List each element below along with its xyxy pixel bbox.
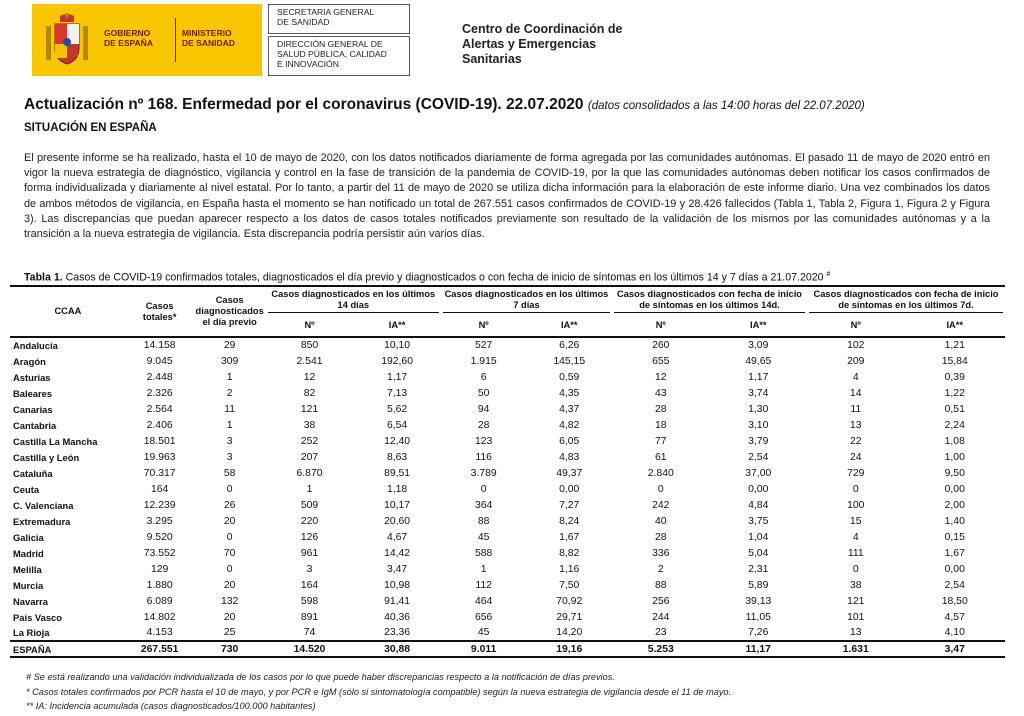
table-cell: 1,67 xyxy=(944,547,965,559)
direccion-line-2: SALUD PÚBLICA, CALIDAD xyxy=(277,49,387,59)
table-cell: 2 xyxy=(226,387,233,399)
table-cell: 0 xyxy=(852,483,859,495)
table-cell: 9.520 xyxy=(146,531,173,543)
table-cell: 23 xyxy=(654,627,667,638)
ccaa-name: Madrid xyxy=(13,547,44,559)
report-title-main: Actualización nº 168. Enfermedad por el coronavirus (COVID-19). 22.07.2020 xyxy=(24,96,584,113)
table-cell: 4 xyxy=(852,531,859,543)
ccaa-name: Galicia xyxy=(13,531,44,543)
table-cell: 2,00 xyxy=(944,499,965,511)
table-cell: 123 xyxy=(474,435,493,447)
table-cell: 5,62 xyxy=(386,403,408,415)
table-cell: 91,41 xyxy=(384,595,411,607)
table-cell: 12,40 xyxy=(384,435,411,447)
table-cell: 729 xyxy=(847,467,865,479)
table-cell: 8,63 xyxy=(386,451,408,463)
table-cell: 0,00 xyxy=(944,483,965,495)
table-cell: 38 xyxy=(303,419,316,431)
header-group-7d xyxy=(441,286,612,315)
ccaa-name: Murcia xyxy=(13,579,44,591)
ccaa-name: Extremadura xyxy=(13,515,71,527)
table-cell: 2.564 xyxy=(146,403,173,415)
header-ccaa: CCAA xyxy=(54,306,82,316)
total-cell: 3,47 xyxy=(944,643,965,655)
table-cell: 11 xyxy=(850,403,862,415)
table-cell: 192,60 xyxy=(381,355,413,367)
table-cell: 4.153 xyxy=(146,627,173,638)
table-cell: 14,20 xyxy=(556,627,583,638)
table-cell: 252 xyxy=(300,435,319,447)
table-cell: 0,15 xyxy=(944,531,965,543)
table-cell: 4,84 xyxy=(748,499,769,511)
table-cell: 0,39 xyxy=(944,371,965,383)
table-cell: 2,24 xyxy=(944,419,965,431)
table-cell: 1,67 xyxy=(559,531,580,543)
total-cell: 19,16 xyxy=(556,643,583,655)
header-group-14d-label: Casos diagnosticados en los últimos 14 días xyxy=(268,289,439,313)
centro-line-3: Sanitarias xyxy=(462,52,522,66)
total-cell: 730 xyxy=(220,643,239,655)
table-cell: 1 xyxy=(480,563,487,575)
table-cell: 656 xyxy=(474,611,493,623)
section-heading: SITUACIÓN EN ESPAÑA xyxy=(24,122,157,134)
table-cell: 164 xyxy=(300,579,319,591)
secretaria-box xyxy=(268,4,410,34)
table-cell: 1,21 xyxy=(944,340,965,351)
table-cell: 15,84 xyxy=(941,355,968,367)
header-n: Nº xyxy=(478,320,489,330)
table-caption-text: Casos de COVID-19 confirmados totales, diagnosticados el día previo y diagnosticados o con fecha de inicio de síntomas en los últimos 14 y 7 días a 21.07.2020 xyxy=(62,271,824,284)
table-cell: 19.963 xyxy=(143,451,176,463)
table-cell: 61 xyxy=(654,451,667,463)
table-row xyxy=(10,497,1005,513)
table-cell: 0,00 xyxy=(559,483,580,495)
table-cell: 2.326 xyxy=(146,387,173,399)
ministerio-line-2: DE SANIDAD xyxy=(182,38,235,48)
table-cell: 3,75 xyxy=(748,515,769,527)
table-cell: 464 xyxy=(474,595,493,607)
table-row xyxy=(10,529,1005,545)
total-row xyxy=(10,641,1005,657)
table-cell: 1,17 xyxy=(386,371,408,383)
table-cell: 28 xyxy=(477,419,490,431)
table-cell: 6.870 xyxy=(296,467,323,479)
table-cell: 129 xyxy=(150,563,169,575)
table-cell: 4,67 xyxy=(386,531,408,543)
table-cell: 50 xyxy=(477,387,490,399)
table-cell: 0,51 xyxy=(944,403,965,415)
header-group-sint-7d xyxy=(807,286,1005,315)
table-row xyxy=(10,353,1005,369)
gobierno-label xyxy=(104,28,153,48)
table-cell: 6,26 xyxy=(559,340,580,351)
ccaa-name: Aragón xyxy=(13,355,46,367)
header-n: Nº xyxy=(850,320,861,330)
ccaa-name: La Rioja xyxy=(13,627,50,638)
table-cell: 37,00 xyxy=(745,467,772,479)
direccion-box xyxy=(268,36,410,76)
table-cell: 26 xyxy=(223,499,236,511)
table-cell: 12 xyxy=(303,371,316,383)
footnote-validacion: # Se está realizando una validación individualizada de los casos por lo que puede haber discrepancias respecto a la notificación de días previos. xyxy=(26,672,615,682)
table-cell: 38 xyxy=(849,579,862,591)
table-cell: 0 xyxy=(852,563,859,575)
table-cell: 14,42 xyxy=(384,547,411,559)
table-cell: 6,54 xyxy=(386,419,408,431)
table-row xyxy=(10,433,1005,449)
table-cell: 1,00 xyxy=(944,451,965,463)
table-cell: 5,89 xyxy=(748,579,769,591)
table-cell: 74 xyxy=(303,627,316,638)
table-cell: 1,30 xyxy=(748,403,769,415)
table-cell: 1,16 xyxy=(559,563,580,575)
table-cell: 7,13 xyxy=(386,387,408,399)
table-cell: 77 xyxy=(654,435,667,447)
coat-of-arms-icon xyxy=(44,12,90,68)
table-cell: 7,27 xyxy=(559,499,580,511)
table-cell: 9.045 xyxy=(146,355,173,367)
table-cell: 73.552 xyxy=(143,547,176,559)
table-cell: 10,17 xyxy=(384,499,411,511)
total-cell: 14.520 xyxy=(293,643,326,655)
table-cell: 12 xyxy=(654,371,667,383)
table-cell: 70.317 xyxy=(143,467,176,479)
table-cell: 0,00 xyxy=(748,483,769,495)
table-cell: 22 xyxy=(849,435,862,447)
table-cell: 14.158 xyxy=(143,340,176,351)
table-cell: 891 xyxy=(300,611,319,623)
table-cell: 0 xyxy=(226,563,233,575)
table-cell: 20 xyxy=(223,611,236,623)
table-cell: 45 xyxy=(477,531,490,543)
table-cell: 2.840 xyxy=(647,467,674,479)
table-cell: 244 xyxy=(652,611,670,623)
table-cell: 1 xyxy=(226,419,233,431)
table-cell: 25 xyxy=(223,627,236,638)
intro-paragraph: El presente informe se ha realizado, hasta el 10 de mayo de 2020, con los datos notificados diariamente de forma agregada por las comunidades autónomas. El pasado 11 de mayo de 2020 entró en vigor la nueva estrategia de diagnóstico, vigilancia y control en la fase de transición de la pandemia de COVID-19, por la que las comunidades autónomas deben notificar los casos confirmados de forma individualizada y diariamente al nivel estatal. Por lo tanto, a partir del 11 de mayo de 2020 se utiliza dicha información para la elaboración de este informe diario. Una vez combinados los datos de ambos métodos de vigilancia, en España hasta el momento se han notificado un total de 267.551 casos confirmados de COVID-19 y 28.426 fallecidos (Tabla 1, Tabla 2, Figura 1, Figura 2 y Figura 3). Las discrepancias que puedan aparecer respecto a los datos de casos totales notificados previamente son resultado de la validación de los mismos por las comunidades autónomas y a la transición a la nueva estrategia de vigilancia. Esta discrepancia podría persistir aún varios días. xyxy=(24,152,990,241)
table-cell: 2 xyxy=(657,563,664,575)
ccaa-name: Navarra xyxy=(13,595,48,607)
table-cell: 961 xyxy=(300,547,319,559)
table-cell: 24 xyxy=(849,451,862,463)
table-cell: 15 xyxy=(849,515,862,527)
table-caption-label: Tabla 1. xyxy=(24,271,63,284)
table-cell: 2,54 xyxy=(944,579,965,591)
ccaa-name: País Vasco xyxy=(13,611,62,623)
table-cell: 2.448 xyxy=(146,371,173,383)
table-cell: 45 xyxy=(477,627,490,638)
table-cell: 850 xyxy=(300,340,319,351)
table-row xyxy=(10,577,1005,593)
table-cell: 18 xyxy=(654,419,667,431)
table-row xyxy=(10,449,1005,465)
table-cell: 3 xyxy=(306,563,313,575)
table-cell: 28 xyxy=(654,531,667,543)
table-cell: 100 xyxy=(847,499,865,511)
table-cell: 1 xyxy=(226,371,233,383)
table-row xyxy=(10,609,1005,625)
table-cell: 6,05 xyxy=(559,435,580,447)
table-cell: 4,83 xyxy=(559,451,580,463)
table-cell: 126 xyxy=(300,531,319,543)
table-cell: 4,10 xyxy=(944,627,965,638)
table-cell: 40,36 xyxy=(384,611,411,623)
table-row xyxy=(10,481,1005,497)
table-cell: 336 xyxy=(652,547,670,559)
table-cell: 4,82 xyxy=(559,419,580,431)
table-row xyxy=(10,369,1005,385)
table-cell: 0 xyxy=(657,483,664,495)
table-cell: 18.501 xyxy=(143,435,176,447)
total-cell: 11,17 xyxy=(745,643,771,655)
ccaa-name: Baleares xyxy=(13,387,53,399)
table-cell: 527 xyxy=(474,340,493,351)
table-row xyxy=(10,465,1005,481)
table-cell: 49,37 xyxy=(556,467,583,479)
ccaa-name: Melilla xyxy=(13,563,42,575)
table-cell: 3.789 xyxy=(470,467,497,479)
table-cell: 4,57 xyxy=(944,611,965,623)
table-cell: 4 xyxy=(852,371,859,383)
total-label: ESPAÑA xyxy=(13,643,52,655)
table-cell: 598 xyxy=(300,595,319,607)
total-cell: 30,88 xyxy=(384,643,411,655)
table-cell: 3,79 xyxy=(748,435,769,447)
table-caption xyxy=(24,271,830,284)
ministerio-line-1: MINISTERIO xyxy=(182,28,232,38)
table-cell: 9,50 xyxy=(944,467,965,479)
table-cell: 207 xyxy=(300,451,319,463)
table-row xyxy=(10,385,1005,401)
table-cell: 0,59 xyxy=(559,371,580,383)
table-cell: 0 xyxy=(226,483,233,495)
footnotes xyxy=(26,670,731,714)
table-cell: 20,60 xyxy=(384,515,411,527)
ccaa-name: Castilla y León xyxy=(13,451,80,463)
centro-line-2: Alertas y Emergencias xyxy=(462,37,597,51)
table-cell: 10,10 xyxy=(384,340,411,351)
total-cell: 1.631 xyxy=(842,643,869,655)
header-group-sint-7d-label: Casos diagnosticados con fecha de inicio de síntomas en los últimos 7d. xyxy=(809,289,1003,313)
table-row xyxy=(10,513,1005,529)
table-cell: 40 xyxy=(654,515,667,527)
table-cell: 102 xyxy=(847,340,865,351)
table-caption-sup: # xyxy=(826,271,831,278)
table-cell: 0,00 xyxy=(944,563,965,575)
direccion-line-1: DIRECCIÓN GENERAL DE xyxy=(277,39,383,49)
table-cell: 2,31 xyxy=(748,563,769,575)
ccaa-name: Cataluña xyxy=(13,467,53,479)
table-row xyxy=(10,561,1005,577)
table-cell: 13 xyxy=(849,627,862,638)
footnote-casos-totales: * Casos totales confirmados por PCR hasta el 10 de mayo, y por PCR e IgM (sólo si sintomatología compatible) según la nueva estrategia de vigilancia desde el 11 de mayo. xyxy=(26,686,732,697)
table-cell: 29,71 xyxy=(556,611,583,623)
table-cell: 588 xyxy=(474,547,493,559)
ministerio-label xyxy=(182,28,235,48)
table-cell: 164 xyxy=(150,483,169,495)
table-cell: 43 xyxy=(654,387,667,399)
table-cell: 29 xyxy=(223,340,236,351)
report-title xyxy=(24,96,865,114)
table-row xyxy=(10,625,1005,641)
table-cell: 13 xyxy=(849,419,862,431)
table-cell: 3 xyxy=(226,451,233,463)
gobierno-line-2: DE ESPAÑA xyxy=(104,38,153,48)
table-cell: 2,54 xyxy=(748,451,769,463)
ccaa-name: Castilla La Mancha xyxy=(13,435,98,447)
table-cell: 6 xyxy=(480,371,487,383)
table-cell: 3 xyxy=(226,435,233,447)
ccaa-name: Andalucía xyxy=(13,340,58,351)
total-cell: 9.011 xyxy=(470,643,497,655)
table-cell: 20 xyxy=(223,515,236,527)
header-ia: IA** xyxy=(388,320,406,330)
table-cell: 0 xyxy=(226,531,233,543)
table-cell: 14.802 xyxy=(143,611,176,623)
table-cell: 1.915 xyxy=(470,355,497,367)
table-cell: 89,51 xyxy=(384,467,411,479)
table-cell: 39,13 xyxy=(745,595,772,607)
table-cell: 10,98 xyxy=(384,579,411,591)
ccaa-name: Cantabria xyxy=(13,419,57,431)
gobierno-line-1: GOBIERNO xyxy=(104,28,151,38)
table-cell: 121 xyxy=(847,595,865,607)
table-cell: 88 xyxy=(477,515,490,527)
table-cell: 220 xyxy=(300,515,319,527)
table-cell: 88 xyxy=(654,579,667,591)
header-group-sint-14d-label: Casos diagnosticados con fecha de inicio de síntomas en los últimos 14d. xyxy=(614,289,805,313)
covid-table xyxy=(10,285,1005,658)
table-cell: 111 xyxy=(847,547,864,559)
table-cell: 70 xyxy=(223,547,236,559)
table-cell: 2.541 xyxy=(296,355,323,367)
table-cell: 364 xyxy=(474,499,493,511)
table-cell: 1,04 xyxy=(748,531,769,543)
table-cell: 509 xyxy=(300,499,319,511)
header-casos-previo: Casos diagnosticados el día previo xyxy=(195,295,264,327)
table-cell: 3,47 xyxy=(386,563,408,575)
table-cell: 209 xyxy=(847,355,865,367)
table-cell: 94 xyxy=(477,403,490,415)
report-title-sub: (datos consolidados a las 14:00 horas del 22.07.2020) xyxy=(587,100,865,112)
table-cell: 28 xyxy=(654,403,667,415)
table-cell: 116 xyxy=(475,451,492,463)
table-cell: 309 xyxy=(220,355,239,367)
table-cell: 20 xyxy=(223,579,236,591)
table-cell: 145,15 xyxy=(553,355,586,367)
total-cell: 5.253 xyxy=(647,643,674,655)
table-cell: 23,36 xyxy=(384,627,411,638)
table-cell: 1,40 xyxy=(944,515,965,527)
table-row xyxy=(10,593,1005,609)
table-cell: 101 xyxy=(847,611,865,623)
table-cell: 4,37 xyxy=(559,403,580,415)
table-cell: 58 xyxy=(223,467,236,479)
logo-divider xyxy=(175,18,176,62)
table-cell: 6.089 xyxy=(146,595,173,607)
table-cell: 1.880 xyxy=(146,579,173,591)
table-cell: 2.406 xyxy=(146,419,173,431)
table-cell: 1,18 xyxy=(386,483,408,495)
table-cell: 132 xyxy=(220,595,239,607)
table-cell: 242 xyxy=(652,499,670,511)
table-row xyxy=(10,401,1005,417)
table-cell: 112 xyxy=(475,579,492,591)
table-cell: 7,50 xyxy=(559,579,580,591)
footnote-ia: ** IA: Incidencia acumulada (casos diagnosticados/100.000 habitantes) xyxy=(26,701,316,711)
table-cell: 11,05 xyxy=(745,611,771,623)
header-group-7d-label: Casos diagnosticados en los últimos 7 días xyxy=(443,289,610,313)
centro-line-1: Centro de Coordinación de xyxy=(462,22,623,36)
direccion-line-3: E INNOVACIÓN xyxy=(277,59,339,69)
header-ia: IA** xyxy=(749,320,767,330)
table-cell: 3,09 xyxy=(748,340,769,351)
header-ia: IA** xyxy=(560,320,578,330)
ccaa-name: C. Valenciana xyxy=(13,499,74,511)
table-cell: 3,10 xyxy=(748,419,769,431)
table-cell: 5,04 xyxy=(748,547,769,559)
table-cell: 4,35 xyxy=(559,387,580,399)
header-n: Nº xyxy=(304,320,315,330)
ccaa-name: Ceuta xyxy=(13,483,40,495)
ccaa-name: Asturias xyxy=(13,371,51,383)
table-cell: 260 xyxy=(652,340,670,351)
table-row xyxy=(10,545,1005,561)
header-ia: IA** xyxy=(946,320,964,330)
table-cell: 121 xyxy=(300,403,319,415)
table-cell: 49,65 xyxy=(745,355,772,367)
table-cell: 8,82 xyxy=(559,547,580,559)
table-cell: 12.239 xyxy=(143,499,176,511)
table-cell: 8,24 xyxy=(559,515,580,527)
table-cell: 7,26 xyxy=(748,627,769,638)
table-cell: 1,17 xyxy=(748,371,769,383)
total-cell: 267.551 xyxy=(140,643,179,655)
table-cell: 1,22 xyxy=(944,387,965,399)
ccaa-name: Canarias xyxy=(13,403,53,415)
centro-coordinacion xyxy=(462,22,622,67)
table-cell: 0 xyxy=(480,483,487,495)
table-cell: 82 xyxy=(303,387,316,399)
secretaria-line-2: DE SANIDAD xyxy=(277,17,330,27)
table-row xyxy=(10,337,1005,353)
header-group-14d xyxy=(266,286,441,315)
secretaria-line-1: SECRETARIA GENERAL xyxy=(277,7,375,17)
table-cell: 18,50 xyxy=(941,595,968,607)
header-n: Nº xyxy=(655,320,666,330)
table-cell: 70,92 xyxy=(556,595,583,607)
table-cell: 11 xyxy=(224,403,236,415)
table-row xyxy=(10,417,1005,433)
table-cell: 14 xyxy=(849,387,862,399)
table-cell: 3,74 xyxy=(748,387,769,399)
header-casos-totales: Casos totales* xyxy=(142,300,177,322)
table-cell: 1 xyxy=(306,483,313,495)
header-group-sint-14d xyxy=(612,286,807,315)
table-cell: 1,08 xyxy=(944,435,965,447)
table-cell: 256 xyxy=(652,595,670,607)
table-cell: 3.295 xyxy=(146,515,173,527)
table-cell: 655 xyxy=(652,355,670,367)
gobierno-logo xyxy=(32,4,262,76)
